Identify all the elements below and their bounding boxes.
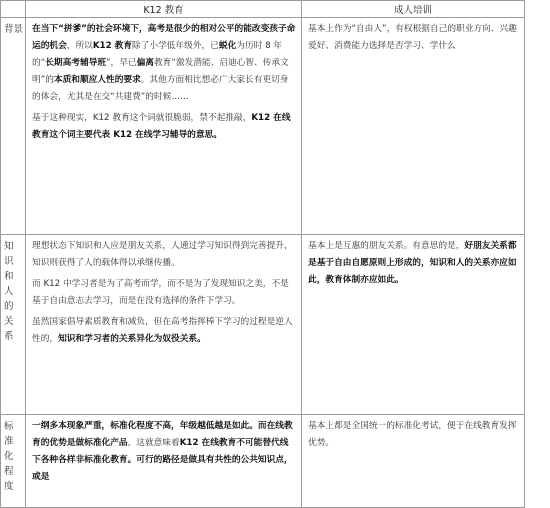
k12-relation-paragraph-2: 而 K12 中学习者是为了高考而学，而不是为了发现知识之美，不是基于自由意志去学习，而是在没有选择的条件下学习。: [32, 279, 289, 306]
label-char: 化: [4, 451, 14, 462]
header-adult-training: 成人培训: [302, 1, 525, 18]
row-label-background: 背景: [1, 18, 26, 235]
adult-background-cell: [302, 18, 525, 235]
k12-relation-cell: [26, 235, 302, 415]
label-char: 知: [4, 241, 14, 252]
label-char: 识: [4, 256, 14, 267]
label-char: 的: [4, 301, 14, 312]
label-char: 准: [4, 436, 14, 447]
k12-standardization-text: 一纲多本现象严重，标准化程度不高，年级越低越是如此。而在线教育的优势是做标准化产品，这就意味着K12 在线教育不可能替代线下各种各样非标准化教育。可行的路径是做具有共性的公共知识点，或是: [32, 421, 293, 482]
k12-background-paragraph-2: 基于这种现实，K12 教育这个词就很脆弱，禁不起推敲，K12 在线教育这个词主要代表 K12 在线学习辅导的意思。: [32, 113, 291, 140]
table-row-relation: [1, 235, 525, 415]
adult-standardization-text: 基本上都是全国统一的标准化考试，便于在线教育发挥优势。: [308, 421, 517, 448]
adult-standardization-cell: [302, 415, 525, 508]
header-k12: K12 教育: [26, 1, 302, 18]
label-char: 标: [4, 421, 14, 432]
row-label-standardization: [1, 415, 26, 508]
label-char: 和: [4, 271, 14, 282]
k12-relation-paragraph-3: 虽然国家倡导素质教育和减负，但在高考指挥棒下学习的过程是逆人性的，知识和学习者的关系异化为奴役关系。: [32, 317, 293, 344]
table-row-background: [1, 18, 525, 235]
adult-background-text: 基本上作为“自由人”，有权根据自己的职业方向、兴趣爱好、消费能力选择是否学习、学什么: [308, 24, 517, 51]
row-label-relation: [1, 235, 26, 415]
table-header-row: [1, 1, 525, 18]
label-char: 程: [4, 466, 14, 477]
header-empty-cell: [1, 1, 26, 18]
label-char: 系: [4, 331, 14, 342]
adult-relation-text: 基本上是互惠的朋友关系。有意思的是，好朋友关系都是基于自由自愿原则上形成的，知识和人的关系亦应如此，教育体制亦应如此。: [308, 241, 517, 285]
adult-relation-cell: [302, 235, 525, 415]
label-char: 度: [4, 481, 14, 492]
k12-relation-paragraph-1: 理想状态下知识和人应是朋友关系，人通过学习知识得到完善提升，知识则获得了人的载体得以承继传播。: [32, 241, 293, 268]
k12-standardization-cell: [26, 415, 302, 508]
k12-background-cell: [26, 18, 302, 235]
label-char: 人: [4, 286, 14, 297]
k12-background-paragraph-1: 在当下“拼爹”的社会环境下，高考是很少的相对公平的能改变孩子命运的机会，所以K12 教育除了小学低年级外，已蜕化为历时 8 年的“长期高考辅导班”，早已偏离教育“激发潜能、启迪心智、传承文明”的本质和顺应人性的要求。其他方面相比想必广大家长有更切身的体会，尤其是在交“共建费”的时候……: [32, 24, 296, 102]
table-row-standardization: [1, 415, 525, 508]
label-char: 关: [4, 316, 14, 327]
